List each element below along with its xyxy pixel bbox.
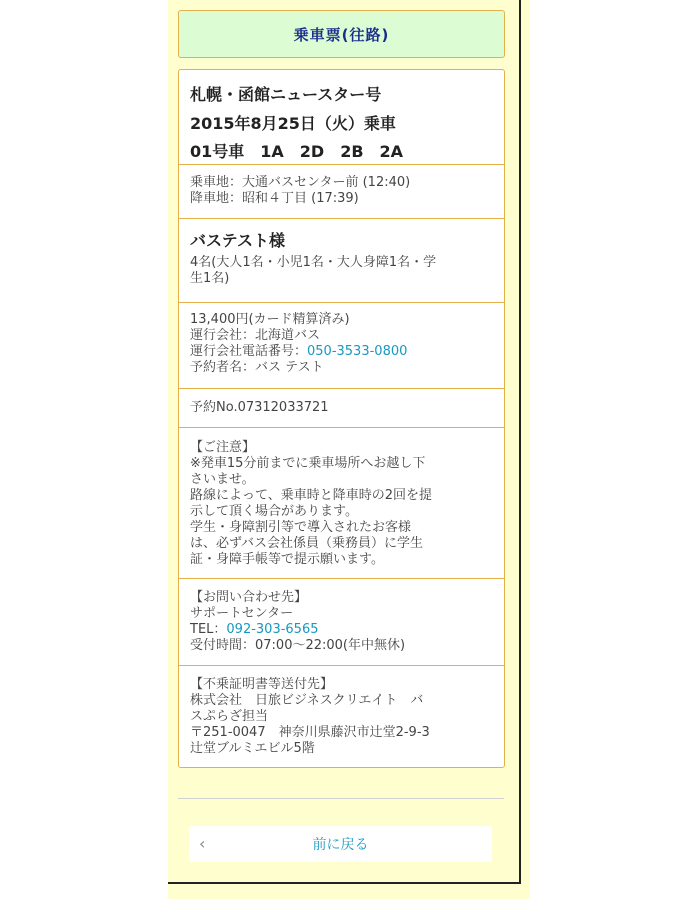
operator-phone-label: 運行会社電話番号：	[190, 344, 308, 359]
content-panel	[168, 0, 521, 884]
notice-line: 路線によって、乗車時と降車時の2回を提	[190, 488, 433, 503]
operator: 運行会社：北海道バス	[190, 328, 321, 343]
mailing-section	[179, 665, 504, 767]
page-frame	[168, 0, 530, 899]
stops-section	[179, 164, 504, 218]
mailing-line: 株式会社 日旅ビジネスクリエイト バ	[190, 693, 424, 708]
notice-heading: 【ご注意】	[190, 440, 256, 455]
contact-tel-row	[190, 622, 493, 638]
contact-hours: 受付時間：07:00～22:00(年中無休)	[190, 638, 406, 653]
passenger-count-line2: 生1名)	[190, 271, 230, 286]
alighting-stop: 降車地：昭和４丁目 (17:39)	[190, 191, 359, 206]
passenger-count-line1: 4名(大人1名・小児1名・大人身障1名・学	[190, 255, 437, 270]
passenger-name: バステスト様	[190, 231, 286, 250]
notice-line: さいませ。	[190, 472, 255, 487]
reservation-section	[179, 388, 504, 427]
seat-numbers: 01号車 1A 2D 2B 2A	[190, 142, 404, 161]
contact-section	[179, 578, 504, 665]
divider	[178, 798, 504, 799]
mailing-heading: 【不乗証明書等送付先】	[190, 677, 334, 692]
trip-section	[179, 70, 504, 164]
booker-name: 予約者名：バス テスト	[190, 360, 324, 375]
mailing-line: 辻堂ブルミエビル5階	[190, 741, 315, 756]
mailing-line: スぷらざ担当	[190, 709, 269, 724]
support-center: サポートセンター	[190, 606, 294, 621]
travel-date: 2015年8月25日（火）乗車	[190, 113, 396, 133]
notice-section	[179, 427, 504, 578]
back-button[interactable]	[189, 826, 492, 862]
operator-phone-link[interactable]: 050-3533-0800	[307, 344, 408, 359]
notice-line: は、必ずバス会社係員（乗務員）に学生	[190, 536, 423, 551]
route-name: 札幌・函館ニュースター号	[190, 85, 382, 104]
back-button-label: 前に戻る	[312, 837, 369, 853]
passenger-section	[179, 218, 504, 302]
mailing-line: 〒251-0047 神奈川県藤沢市辻堂2-9-3	[190, 725, 430, 740]
contact-heading: 【お問い合わせ先】	[190, 590, 308, 605]
notice-line: 学生・身障割引等で導入されたお客様	[190, 520, 412, 535]
reservation-number: 予約No.07312033721	[190, 400, 329, 415]
contact-tel-link[interactable]: 092-303-6565	[226, 622, 319, 637]
notice-line: 証・身障手帳等で提示願います。	[190, 552, 384, 567]
chevron-left-icon: ‹	[199, 834, 206, 853]
notice-line: 示して頂く場合があります。	[190, 504, 358, 519]
payment-section	[179, 302, 504, 388]
notice-line: ※発車15分前までに乗車場所へお越し下	[190, 456, 426, 471]
boarding-stop: 乗車地：大通バスセンター前 (12:40)	[190, 175, 411, 190]
ticket-title: 乗車票(往路)	[178, 10, 505, 58]
ticket-card	[178, 69, 505, 768]
operator-phone-row	[190, 344, 493, 360]
contact-tel-label: TEL：	[190, 622, 227, 637]
price: 13,400円(カード精算済み)	[190, 312, 350, 327]
